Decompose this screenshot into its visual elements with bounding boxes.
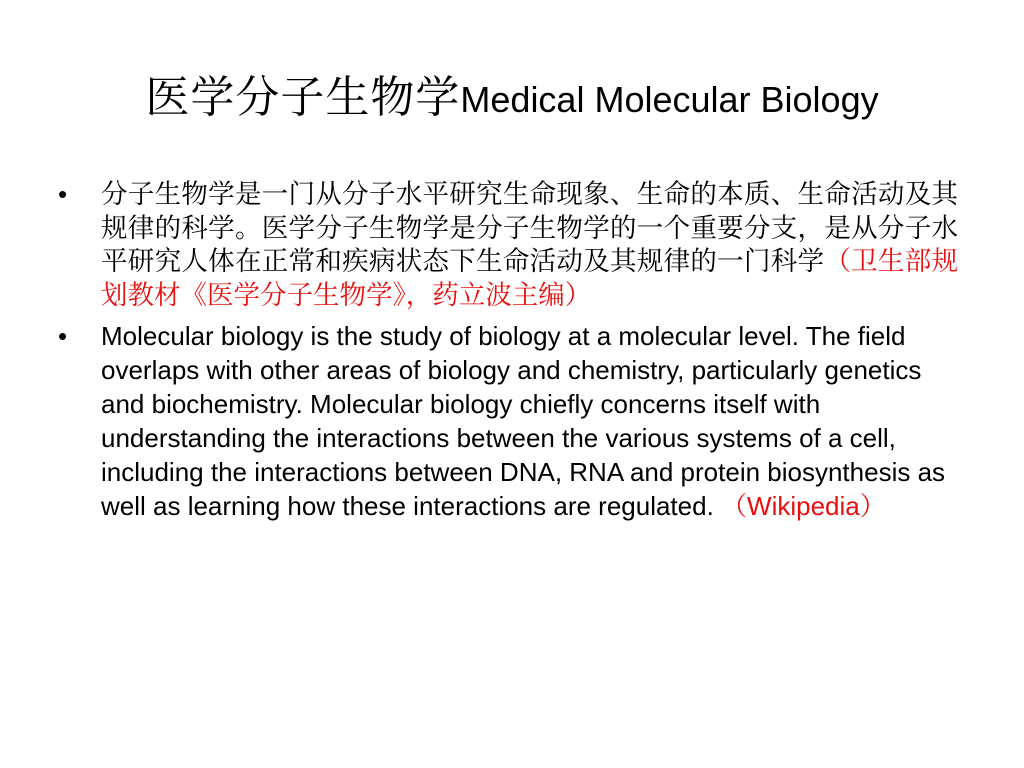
title-english: Medical Molecular Biology (460, 79, 879, 120)
bullet-citation: （Wikipedia） (721, 491, 886, 521)
bullet-item-chinese-definition (58, 178, 958, 312)
bullet-citation: （卫生部规划教材《医学分子生物学》，药立波主编） (101, 246, 959, 311)
bullet-marker: • (58, 321, 68, 351)
title-chinese: 医学分子生物学 (145, 72, 461, 123)
bullet-marker: • (58, 179, 68, 209)
slide-title (0, 62, 1024, 144)
bullet-text: Molecular biology is the study of biology at a molecular level. The field overlaps with other areas of biology and chemistry, particularly genetics and biochemistry. Molecular biology chiefly concerns itself with understanding the interactions between the various systems of a cell, including the interactions between DNA, RNA and protein biosynthesis as well as learning how these interactions are regulated. (101, 321, 946, 521)
bullet-list (58, 178, 958, 523)
bullet-text: 分子生物学是一门从分子水平研究生命现象、生命的本质、生命活动及其规律的科学。医学分子生物学是分子生物学的一个重要分支，是从分子水平研究人体在正常和疾病状态下生命活动及其规律的一门科学 (101, 179, 958, 277)
bullet-item-english-definition (58, 319, 958, 523)
